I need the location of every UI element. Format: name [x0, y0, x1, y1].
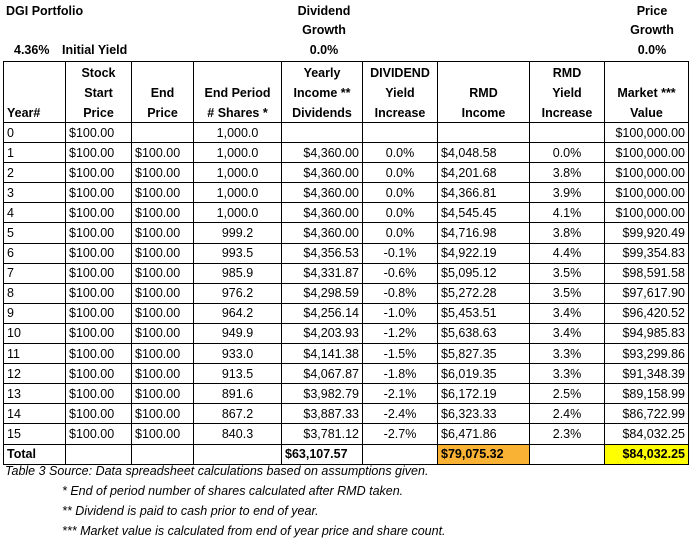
table-cell: 0.0%	[363, 143, 438, 163]
table-cell: 3.3%	[530, 344, 605, 364]
table-cell: $4,922.19	[438, 243, 530, 263]
table-cell: 949.9	[194, 323, 282, 343]
source-note: Table 3 Source: Data spreadsheet calculations based on assumptions given.	[5, 464, 429, 478]
table-cell: $100,000.00	[605, 183, 689, 203]
table-cell: $100.00	[66, 303, 132, 323]
table-cell: $100.00	[66, 243, 132, 263]
table-row	[4, 424, 689, 444]
table-cell: $100.00	[66, 123, 132, 143]
table-cell: $5,272.28	[438, 283, 530, 303]
table-row	[4, 364, 689, 384]
table-row	[4, 123, 689, 143]
table-row	[4, 223, 689, 243]
table-cell: $91,348.39	[605, 364, 689, 384]
table-cell: 3.5%	[530, 263, 605, 283]
table-cell: 3.9%	[530, 183, 605, 203]
table-cell	[530, 123, 605, 143]
table-cell: 7	[4, 263, 66, 283]
col-header: Yield	[363, 82, 438, 102]
table-cell: $100.00	[66, 143, 132, 163]
table-cell: 3	[4, 183, 66, 203]
header-row-1	[4, 62, 689, 83]
table-cell: 6	[4, 243, 66, 263]
col-header: RMD	[438, 82, 530, 102]
table-row	[4, 263, 689, 283]
table-cell: 5	[4, 223, 66, 243]
table-cell: 3.8%	[530, 163, 605, 183]
table-cell: $100.00	[66, 203, 132, 223]
table-cell: -2.4%	[363, 404, 438, 424]
table-cell: $4,360.00	[282, 143, 363, 163]
footnote-shares: * End of period number of shares calculated after RMD taken.	[62, 484, 404, 498]
table-cell: $100.00	[132, 364, 194, 384]
table-cell: $4,356.53	[282, 243, 363, 263]
table-cell: 3.3%	[530, 364, 605, 384]
table-cell: $100,000.00	[605, 203, 689, 223]
table-row	[4, 283, 689, 303]
table-cell: -1.0%	[363, 303, 438, 323]
table-cell: -2.7%	[363, 424, 438, 444]
table-cell: $100,000.00	[605, 123, 689, 143]
total-label: Total	[4, 444, 66, 464]
col-header	[4, 62, 66, 83]
table-row	[4, 143, 689, 163]
dividend-growth-label-1: Dividend	[297, 4, 351, 18]
table-cell: $86,722.99	[605, 404, 689, 424]
price-growth-value: 0.0%	[637, 43, 667, 57]
table-cell: $3,781.12	[282, 424, 363, 444]
total-market-value: $84,032.25	[605, 444, 689, 464]
table-row	[4, 183, 689, 203]
table-cell: $3,982.79	[282, 384, 363, 404]
table-cell: 3.8%	[530, 223, 605, 243]
table-cell: 4	[4, 203, 66, 223]
table-cell: $100.00	[66, 404, 132, 424]
table-cell: $4,201.68	[438, 163, 530, 183]
table-cell: $93,299.86	[605, 344, 689, 364]
table-row	[4, 203, 689, 223]
table-cell: 999.2	[194, 223, 282, 243]
table-cell: $4,360.00	[282, 223, 363, 243]
total-dividends: $63,107.57	[282, 444, 363, 464]
table-cell: $100.00	[66, 364, 132, 384]
table-row	[4, 243, 689, 263]
table-cell: $4,331.87	[282, 263, 363, 283]
dividend-growth-value: 0.0%	[309, 43, 339, 57]
table-cell: $100.00	[132, 243, 194, 263]
col-header: Yield	[530, 82, 605, 102]
table-cell	[530, 444, 605, 464]
table-row	[4, 384, 689, 404]
table-cell: $89,158.99	[605, 384, 689, 404]
table-cell: $96,420.52	[605, 303, 689, 323]
table-cell: $100.00	[132, 384, 194, 404]
table-cell: $4,360.00	[282, 203, 363, 223]
table-cell: 11	[4, 344, 66, 364]
table-cell: 10	[4, 323, 66, 343]
table-cell: 1,000.0	[194, 183, 282, 203]
table-cell: $100.00	[66, 323, 132, 343]
footnote-dividend: ** Dividend is paid to cash prior to end of year.	[62, 504, 319, 518]
table-cell: $4,141.38	[282, 344, 363, 364]
table-cell: 0.0%	[363, 223, 438, 243]
col-header: DIVIDEND	[363, 62, 438, 83]
table-cell: $6,019.35	[438, 364, 530, 384]
table-cell: 13	[4, 384, 66, 404]
table-cell: $98,591.58	[605, 263, 689, 283]
table-cell: $100.00	[132, 404, 194, 424]
price-growth-label-1: Price	[636, 4, 668, 18]
table-cell: $100.00	[132, 323, 194, 343]
table-cell: 913.5	[194, 364, 282, 384]
table-row	[4, 303, 689, 323]
table-cell: 2	[4, 163, 66, 183]
table-cell: -2.1%	[363, 384, 438, 404]
col-header: Value	[605, 102, 689, 123]
table-cell	[363, 123, 438, 143]
table-cell: $100,000.00	[605, 143, 689, 163]
table-cell: $5,453.51	[438, 303, 530, 323]
initial-yield-label: Initial Yield	[62, 43, 128, 57]
table-cell: $100.00	[132, 263, 194, 283]
portfolio-table	[3, 61, 689, 465]
col-header: End Period	[194, 82, 282, 102]
table-cell: $5,827.35	[438, 344, 530, 364]
table-cell: $100.00	[66, 283, 132, 303]
table-cell: $4,545.45	[438, 203, 530, 223]
table-cell: $5,638.63	[438, 323, 530, 343]
col-header: Dividends	[282, 102, 363, 123]
table-cell: $100.00	[132, 143, 194, 163]
table-cell	[438, 123, 530, 143]
initial-yield-value: 4.36%	[14, 43, 50, 57]
table-cell: 4.1%	[530, 203, 605, 223]
table-cell: 12	[4, 364, 66, 384]
table-cell: 891.6	[194, 384, 282, 404]
table-cell: 3.5%	[530, 283, 605, 303]
table-cell: $4,716.98	[438, 223, 530, 243]
table-cell: 1,000.0	[194, 143, 282, 163]
table-cell: $100.00	[66, 183, 132, 203]
table-cell: $5,095.12	[438, 263, 530, 283]
table-cell: $100.00	[132, 203, 194, 223]
col-header	[605, 62, 689, 83]
table-cell: $4,048.58	[438, 143, 530, 163]
table-cell: $6,172.19	[438, 384, 530, 404]
table-cell: $100.00	[66, 163, 132, 183]
table-cell: $100.00	[132, 183, 194, 203]
table-cell: 2.4%	[530, 404, 605, 424]
table-cell: 1	[4, 143, 66, 163]
table-cell: $84,032.25	[605, 424, 689, 444]
col-header: RMD	[530, 62, 605, 83]
dividend-growth-label-2: Growth	[302, 23, 346, 37]
table-cell: $99,354.83	[605, 243, 689, 263]
table-cell: $3,887.33	[282, 404, 363, 424]
col-header: Year#	[4, 102, 66, 123]
table-cell: -1.2%	[363, 323, 438, 343]
table-cell: $6,323.33	[438, 404, 530, 424]
table-cell: $4,203.93	[282, 323, 363, 343]
table-cell: 8	[4, 283, 66, 303]
table-cell: $4,360.00	[282, 163, 363, 183]
table-row	[4, 323, 689, 343]
table-cell: 0	[4, 123, 66, 143]
header-row-3	[4, 102, 689, 123]
table-cell: $100.00	[132, 163, 194, 183]
table-cell: 3.4%	[530, 323, 605, 343]
header-row-2	[4, 82, 689, 102]
table-row	[4, 344, 689, 364]
table-cell: $100.00	[66, 384, 132, 404]
total-rmd-income: $79,075.32	[438, 444, 530, 464]
table-cell: $100.00	[66, 263, 132, 283]
table-notes	[5, 461, 446, 541]
table-cell: 976.2	[194, 283, 282, 303]
table-cell: 9	[4, 303, 66, 323]
table-cell: -0.1%	[363, 243, 438, 263]
table-cell: $4,256.14	[282, 303, 363, 323]
table-cell: 2.5%	[530, 384, 605, 404]
table-cell: $100.00	[132, 344, 194, 364]
table-cell: $100.00	[66, 223, 132, 243]
table-row	[4, 163, 689, 183]
col-header: Increase	[363, 102, 438, 123]
col-header: Start	[66, 82, 132, 102]
table-cell: 867.2	[194, 404, 282, 424]
col-header: # Shares *	[194, 102, 282, 123]
table-cell: 0.0%	[530, 143, 605, 163]
table-cell: $97,617.90	[605, 283, 689, 303]
table-row	[4, 404, 689, 424]
col-header	[132, 62, 194, 83]
col-header	[438, 62, 530, 83]
col-header	[4, 82, 66, 102]
table-cell: 1,000.0	[194, 163, 282, 183]
table-cell: 993.5	[194, 243, 282, 263]
table-cell: $100.00	[66, 424, 132, 444]
table-cell: -0.8%	[363, 283, 438, 303]
table-cell: 3.4%	[530, 303, 605, 323]
table-cell: 0.0%	[363, 203, 438, 223]
col-header: Price	[132, 102, 194, 123]
table-body	[4, 62, 689, 465]
col-header: Yearly	[282, 62, 363, 83]
table-cell	[132, 123, 194, 143]
table-cell: $6,471.86	[438, 424, 530, 444]
col-header: End	[132, 82, 194, 102]
table-cell: 933.0	[194, 344, 282, 364]
table-cell: 14	[4, 404, 66, 424]
col-header: Income	[438, 102, 530, 123]
col-header: Income **	[282, 82, 363, 102]
table-cell: $100.00	[132, 283, 194, 303]
col-header: Stock	[66, 62, 132, 83]
table-cell: $99,920.49	[605, 223, 689, 243]
table-cell: 0.0%	[363, 183, 438, 203]
table-cell: $94,985.83	[605, 323, 689, 343]
col-header	[194, 62, 282, 83]
table-cell: 2.3%	[530, 424, 605, 444]
table-cell: $4,067.87	[282, 364, 363, 384]
table-cell: $100,000.00	[605, 163, 689, 183]
table-cell: -1.8%	[363, 364, 438, 384]
table-cell: $100.00	[132, 303, 194, 323]
table-cell: $4,298.59	[282, 283, 363, 303]
table-cell: 1,000.0	[194, 203, 282, 223]
table-cell: $4,360.00	[282, 183, 363, 203]
table-cell: -0.6%	[363, 263, 438, 283]
price-growth-label-2: Growth	[630, 23, 674, 37]
table-cell: 964.2	[194, 303, 282, 323]
table-cell: $100.00	[66, 344, 132, 364]
table-cell: 0.0%	[363, 163, 438, 183]
col-header: Increase	[530, 102, 605, 123]
portfolio-title: DGI Portfolio	[6, 4, 84, 18]
col-header: Price	[66, 102, 132, 123]
table-cell: -1.5%	[363, 344, 438, 364]
table-cell: $100.00	[132, 424, 194, 444]
table-cell: $100.00	[132, 223, 194, 243]
table-cell: 1,000.0	[194, 123, 282, 143]
table-cell: 840.3	[194, 424, 282, 444]
table-cell: 15	[4, 424, 66, 444]
table-cell: 4.4%	[530, 243, 605, 263]
col-header: Market ***	[605, 82, 689, 102]
footnote-market-value: *** Market value is calculated from end of year price and share count.	[62, 524, 446, 538]
table-cell: 985.9	[194, 263, 282, 283]
table-cell: $4,366.81	[438, 183, 530, 203]
table-cell	[282, 123, 363, 143]
